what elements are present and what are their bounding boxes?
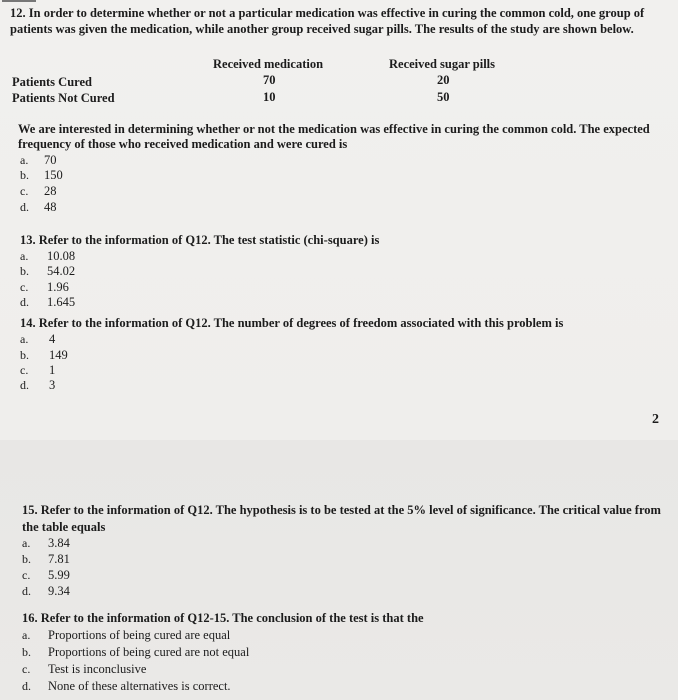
option-letter: b. (20, 264, 29, 278)
option-letter: d. (20, 295, 29, 309)
table-cell: 10 (263, 90, 276, 104)
q12-prompt2: frequency of those who received medication and were cured is (18, 137, 348, 151)
table-row-label: Patients Not Cured (12, 91, 115, 105)
option-value: 3 (49, 378, 56, 392)
option-value: 1.645 (47, 295, 76, 309)
table-col-sugar: Received sugar pills (389, 57, 496, 71)
q12-prompt1: We are interested in determining whether or not the medication was effective in curing the common cold. The expected (18, 122, 650, 136)
option-letter: d. (20, 200, 29, 214)
option-letter: c. (22, 568, 31, 582)
option-value: 150 (44, 168, 63, 182)
option-value: Proportions of being cured are equal (48, 628, 231, 642)
page-bottom-sheet (0, 440, 678, 700)
option-value: 9.34 (48, 584, 70, 598)
q13-line1: 13. Refer to the information of Q12. The test statistic (chi-square) is (20, 233, 380, 247)
option-value: None of these alternatives is correct. (48, 679, 231, 693)
option-value: 70 (44, 153, 57, 167)
option-letter: a. (22, 536, 31, 550)
option-value: 149 (49, 348, 68, 362)
option-letter: c. (20, 184, 29, 198)
option-value: 4 (49, 332, 56, 346)
page-number: 2 (652, 412, 659, 427)
option-letter: a. (20, 249, 29, 263)
q14-line1: 14. Refer to the information of Q12. The number of degrees of freedom associated with this problem is (20, 316, 564, 330)
option-letter: b. (20, 168, 29, 182)
option-letter: a. (20, 332, 29, 346)
option-letter: d. (22, 679, 31, 693)
option-value: 7.81 (48, 552, 70, 566)
table-cell: 20 (437, 73, 450, 87)
option-value: Test is inconclusive (48, 662, 147, 676)
option-letter: b. (22, 645, 31, 659)
option-letter: c. (22, 662, 31, 676)
option-value: 54.02 (47, 264, 76, 278)
q15-line1: 15. Refer to the information of Q12. The hypothesis is to be tested at the 5% level of significance. The critical value from (22, 503, 661, 517)
option-letter: b. (22, 552, 31, 566)
option-value: 1 (49, 363, 56, 377)
table-col-medication: Received medication (213, 57, 324, 71)
option-value: 3.84 (48, 536, 70, 550)
corner-mark (2, 0, 36, 2)
table-row-label: Patients Cured (12, 75, 92, 89)
q16-line1: 16. Refer to the information of Q12-15. The conclusion of the test is that the (22, 611, 424, 625)
option-letter: b. (20, 348, 29, 362)
option-letter: c. (20, 280, 29, 294)
q12-line1: 12. In order to determine whether or not a particular medication was effective in curing the common cold, one group of (10, 6, 645, 20)
q12-line2: patients was given the medication, while another group received sugar pills. The results of the study are shown below. (10, 22, 634, 36)
option-letter: c. (20, 363, 29, 377)
option-letter: d. (20, 378, 29, 392)
option-value: 1.96 (47, 280, 69, 294)
option-letter: d. (22, 584, 31, 598)
option-letter: a. (20, 153, 29, 167)
option-value: 5.99 (48, 568, 70, 582)
table-cell: 70 (263, 73, 276, 87)
table-cell: 50 (437, 90, 450, 104)
option-value: 28 (44, 184, 57, 198)
option-value: 10.08 (47, 249, 76, 263)
option-letter: a. (22, 628, 31, 642)
option-value: 48 (44, 200, 57, 214)
option-value: Proportions of being cured are not equal (48, 645, 250, 659)
q15-line2: the table equals (22, 520, 106, 534)
